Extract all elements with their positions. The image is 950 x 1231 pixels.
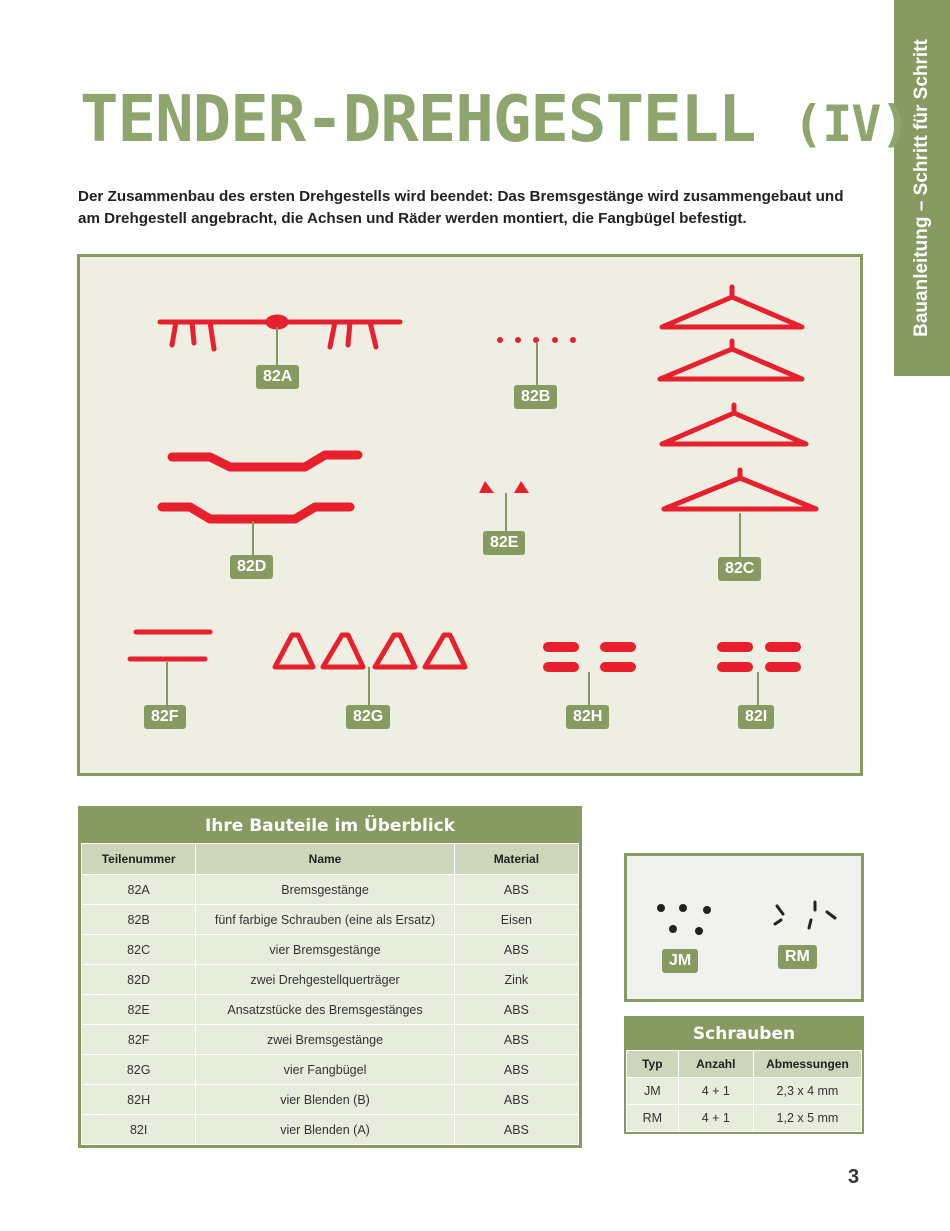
cell-name: vier Fangbügel: [196, 1055, 454, 1085]
cell-part-number: 82A: [82, 875, 196, 905]
table-row: [82, 995, 579, 1025]
label-82d: 82D: [230, 555, 273, 579]
parts-table-title: Ihre Bauteile im Überblick: [81, 809, 579, 843]
cell-type: JM: [627, 1078, 679, 1105]
screws-table-title: Schrauben: [626, 1018, 862, 1050]
table-row: [82, 875, 579, 905]
col-header: Typ: [627, 1051, 679, 1078]
part-82c: [660, 287, 816, 509]
table-row: [627, 1105, 862, 1132]
parts-photo: [77, 254, 863, 776]
screws-jm: [657, 904, 711, 935]
screws-photo: [624, 853, 864, 1002]
cell-material: ABS: [454, 875, 578, 905]
cell-material: Zink: [454, 965, 578, 995]
table-row: [82, 1055, 579, 1085]
cell-part-number: 82C: [82, 935, 196, 965]
cell-name: Ansatzstücke des Bremsgestänges: [196, 995, 454, 1025]
title-suffix: (IV): [793, 95, 910, 153]
table-row: [82, 1025, 579, 1055]
section-side-tab: [894, 0, 950, 376]
label-jm: JM: [662, 949, 698, 973]
page-title: [80, 80, 910, 160]
label-82e: 82E: [483, 531, 525, 555]
part-82d: [162, 455, 358, 519]
part-82a: [160, 317, 400, 349]
cell-name: Bremsgestänge: [196, 875, 454, 905]
cell-count: 4 + 1: [678, 1078, 753, 1105]
col-header: Anzahl: [678, 1051, 753, 1078]
screws-illustration: [627, 856, 861, 999]
label-82h: 82H: [566, 705, 609, 729]
title-main: TENDER-DREHGESTELL: [80, 83, 756, 157]
cell-dimensions: 1,2 x 5 mm: [753, 1105, 861, 1132]
cell-part-number: 82G: [82, 1055, 196, 1085]
label-82g: 82G: [346, 705, 390, 729]
label-82f: 82F: [144, 705, 186, 729]
label-82a: 82A: [256, 365, 299, 389]
screws-rm: [775, 902, 835, 928]
col-header: Teilenummer: [82, 844, 196, 875]
cell-part-number: 82B: [82, 905, 196, 935]
table-header-row: [627, 1051, 862, 1078]
cell-part-number: 82E: [82, 995, 196, 1025]
cell-count: 4 + 1: [678, 1105, 753, 1132]
part-82h: [543, 642, 636, 672]
cell-name: zwei Bremsgestänge: [196, 1025, 454, 1055]
cell-material: ABS: [454, 935, 578, 965]
side-tab-label: Bauanleitung – Schritt für Schritt: [911, 39, 932, 337]
cell-name: vier Blenden (A): [196, 1115, 454, 1145]
table-header-row: [82, 844, 579, 875]
table-row: [82, 1085, 579, 1115]
table-row: [627, 1078, 862, 1105]
screws-table: [624, 1016, 864, 1134]
part-82b: [497, 337, 576, 343]
table-row: [82, 905, 579, 935]
cell-material: ABS: [454, 995, 578, 1025]
cell-material: ABS: [454, 1085, 578, 1115]
table-row: [82, 1115, 579, 1145]
cell-name: vier Blenden (B): [196, 1085, 454, 1115]
part-82g: [275, 635, 465, 667]
cell-material: ABS: [454, 1025, 578, 1055]
part-82f: [130, 632, 210, 659]
label-82c: 82C: [718, 557, 761, 581]
intro-text: Der Zusammenbau des ersten Drehgestells wird beendet: Das Bremsgestänge wird zusammengebaut und am Drehgestell angebracht, die Achsen und Räder werden montiert, die Fangbügel befestigt.: [78, 188, 844, 227]
cell-dimensions: 2,3 x 4 mm: [753, 1078, 861, 1105]
cell-part-number: 82I: [82, 1115, 196, 1145]
col-header: Material: [454, 844, 578, 875]
col-header: Abmessungen: [753, 1051, 861, 1078]
label-rm: RM: [778, 945, 817, 969]
part-82i: [717, 642, 801, 672]
cell-part-number: 82H: [82, 1085, 196, 1115]
parts-overview-table: [78, 806, 582, 1148]
part-82e: [479, 481, 529, 493]
label-82i: 82I: [738, 705, 774, 729]
table-row: [82, 935, 579, 965]
cell-name: vier Bremsgestänge: [196, 935, 454, 965]
cell-part-number: 82D: [82, 965, 196, 995]
table-row: [82, 965, 579, 995]
cell-part-number: 82F: [82, 1025, 196, 1055]
cell-type: RM: [627, 1105, 679, 1132]
cell-material: ABS: [454, 1055, 578, 1085]
label-82b: 82B: [514, 385, 557, 409]
parts-illustration: [80, 257, 860, 773]
cell-name: fünf farbige Schrauben (eine als Ersatz): [196, 905, 454, 935]
cell-material: ABS: [454, 1115, 578, 1145]
cell-material: Eisen: [454, 905, 578, 935]
cell-name: zwei Drehgestellquerträger: [196, 965, 454, 995]
col-header: Name: [196, 844, 454, 875]
page-number: 3: [848, 1166, 860, 1188]
